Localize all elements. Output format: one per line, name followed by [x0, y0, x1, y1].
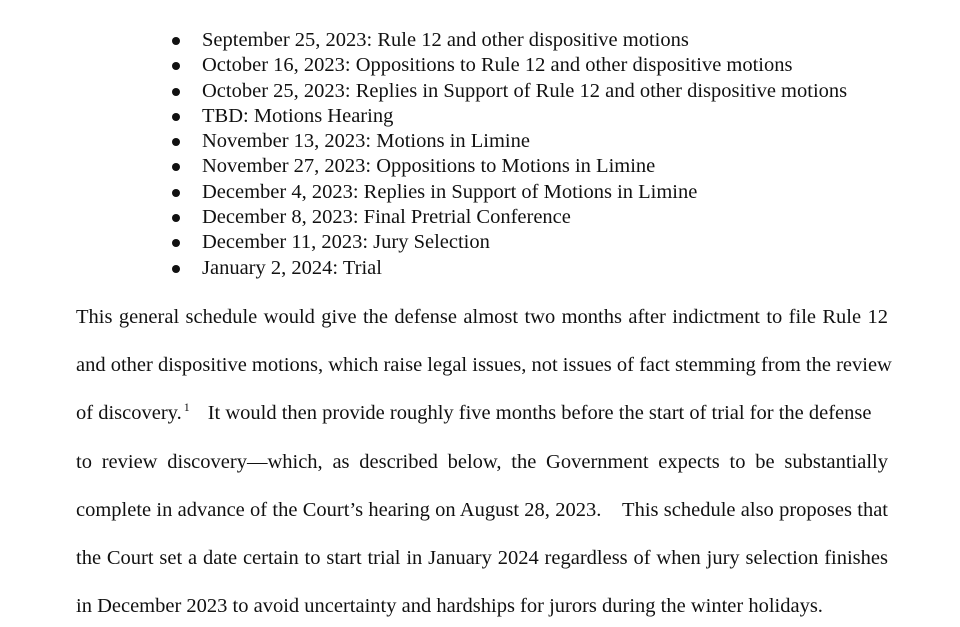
- paragraph-text: of discovery.: [76, 402, 182, 424]
- schedule-item: [170, 28, 930, 53]
- bullet-icon: [172, 163, 180, 171]
- bullet-icon: [172, 138, 180, 146]
- schedule-item: [170, 129, 930, 154]
- bullet-icon: [172, 62, 180, 70]
- paragraph-line: the Court set a date certain to start trial in January 2024 regardless of when jury selection finishes: [76, 547, 888, 569]
- schedule-item-text: January 2, 2024: Trial: [202, 256, 382, 279]
- schedule-item-text: October 16, 2023: Oppositions to Rule 12 and other dispositive motions: [202, 54, 793, 77]
- paragraph-line: to review discovery—which, as described below, the Government expects to be substantially: [76, 451, 888, 473]
- schedule-item-text: TBD: Motions Hearing: [202, 104, 394, 127]
- bullet-icon: [172, 214, 180, 222]
- schedule-list: [170, 28, 930, 281]
- paragraph-line: and other dispositive motions, which raise legal issues, not issues of fact stemming from the review: [76, 354, 892, 376]
- bullet-icon: [172, 37, 180, 45]
- paragraph-line: in December 2023 to avoid uncertainty and hardships for jurors during the winter holidays.: [76, 595, 823, 617]
- paragraph-line: complete in advance of the Court’s hearing on August 28, 2023. This schedule also proposes that: [76, 499, 888, 521]
- bullet-icon: [172, 265, 180, 273]
- schedule-item: [170, 154, 930, 179]
- bullet-icon: [172, 113, 180, 121]
- schedule-item: [170, 104, 930, 129]
- schedule-item: [170, 180, 930, 205]
- bullet-icon: [172, 189, 180, 197]
- schedule-item-text: December 11, 2023: Jury Selection: [202, 231, 490, 254]
- schedule-item: [170, 53, 930, 78]
- bullet-icon: [172, 239, 180, 247]
- schedule-item: [170, 79, 930, 104]
- footnote-reference[interactable]: 1: [183, 400, 190, 414]
- schedule-item-text: September 25, 2023: Rule 12 and other dispositive motions: [202, 29, 689, 51]
- paragraph-line: [76, 400, 888, 426]
- paragraph-line: This general schedule would give the defense almost two months after indictment to file Rule 12: [76, 306, 888, 328]
- schedule-item: [170, 230, 930, 255]
- schedule-item-text: December 4, 2023: Replies in Support of Motions in Limine: [202, 180, 698, 203]
- bullet-icon: [172, 88, 180, 96]
- schedule-item: [170, 256, 930, 281]
- schedule-item-text: November 27, 2023: Oppositions to Motions in Limine: [202, 155, 656, 178]
- schedule-item-text: December 8, 2023: Final Pretrial Conference: [202, 206, 571, 229]
- schedule-item-text: October 25, 2023: Replies in Support of Rule 12 and other dispositive motions: [202, 79, 848, 102]
- schedule-item: [170, 205, 930, 230]
- schedule-item-text: November 13, 2023: Motions in Limine: [202, 130, 530, 153]
- paragraph-text: It would then provide roughly five months before the start of trial for the defense: [207, 402, 872, 424]
